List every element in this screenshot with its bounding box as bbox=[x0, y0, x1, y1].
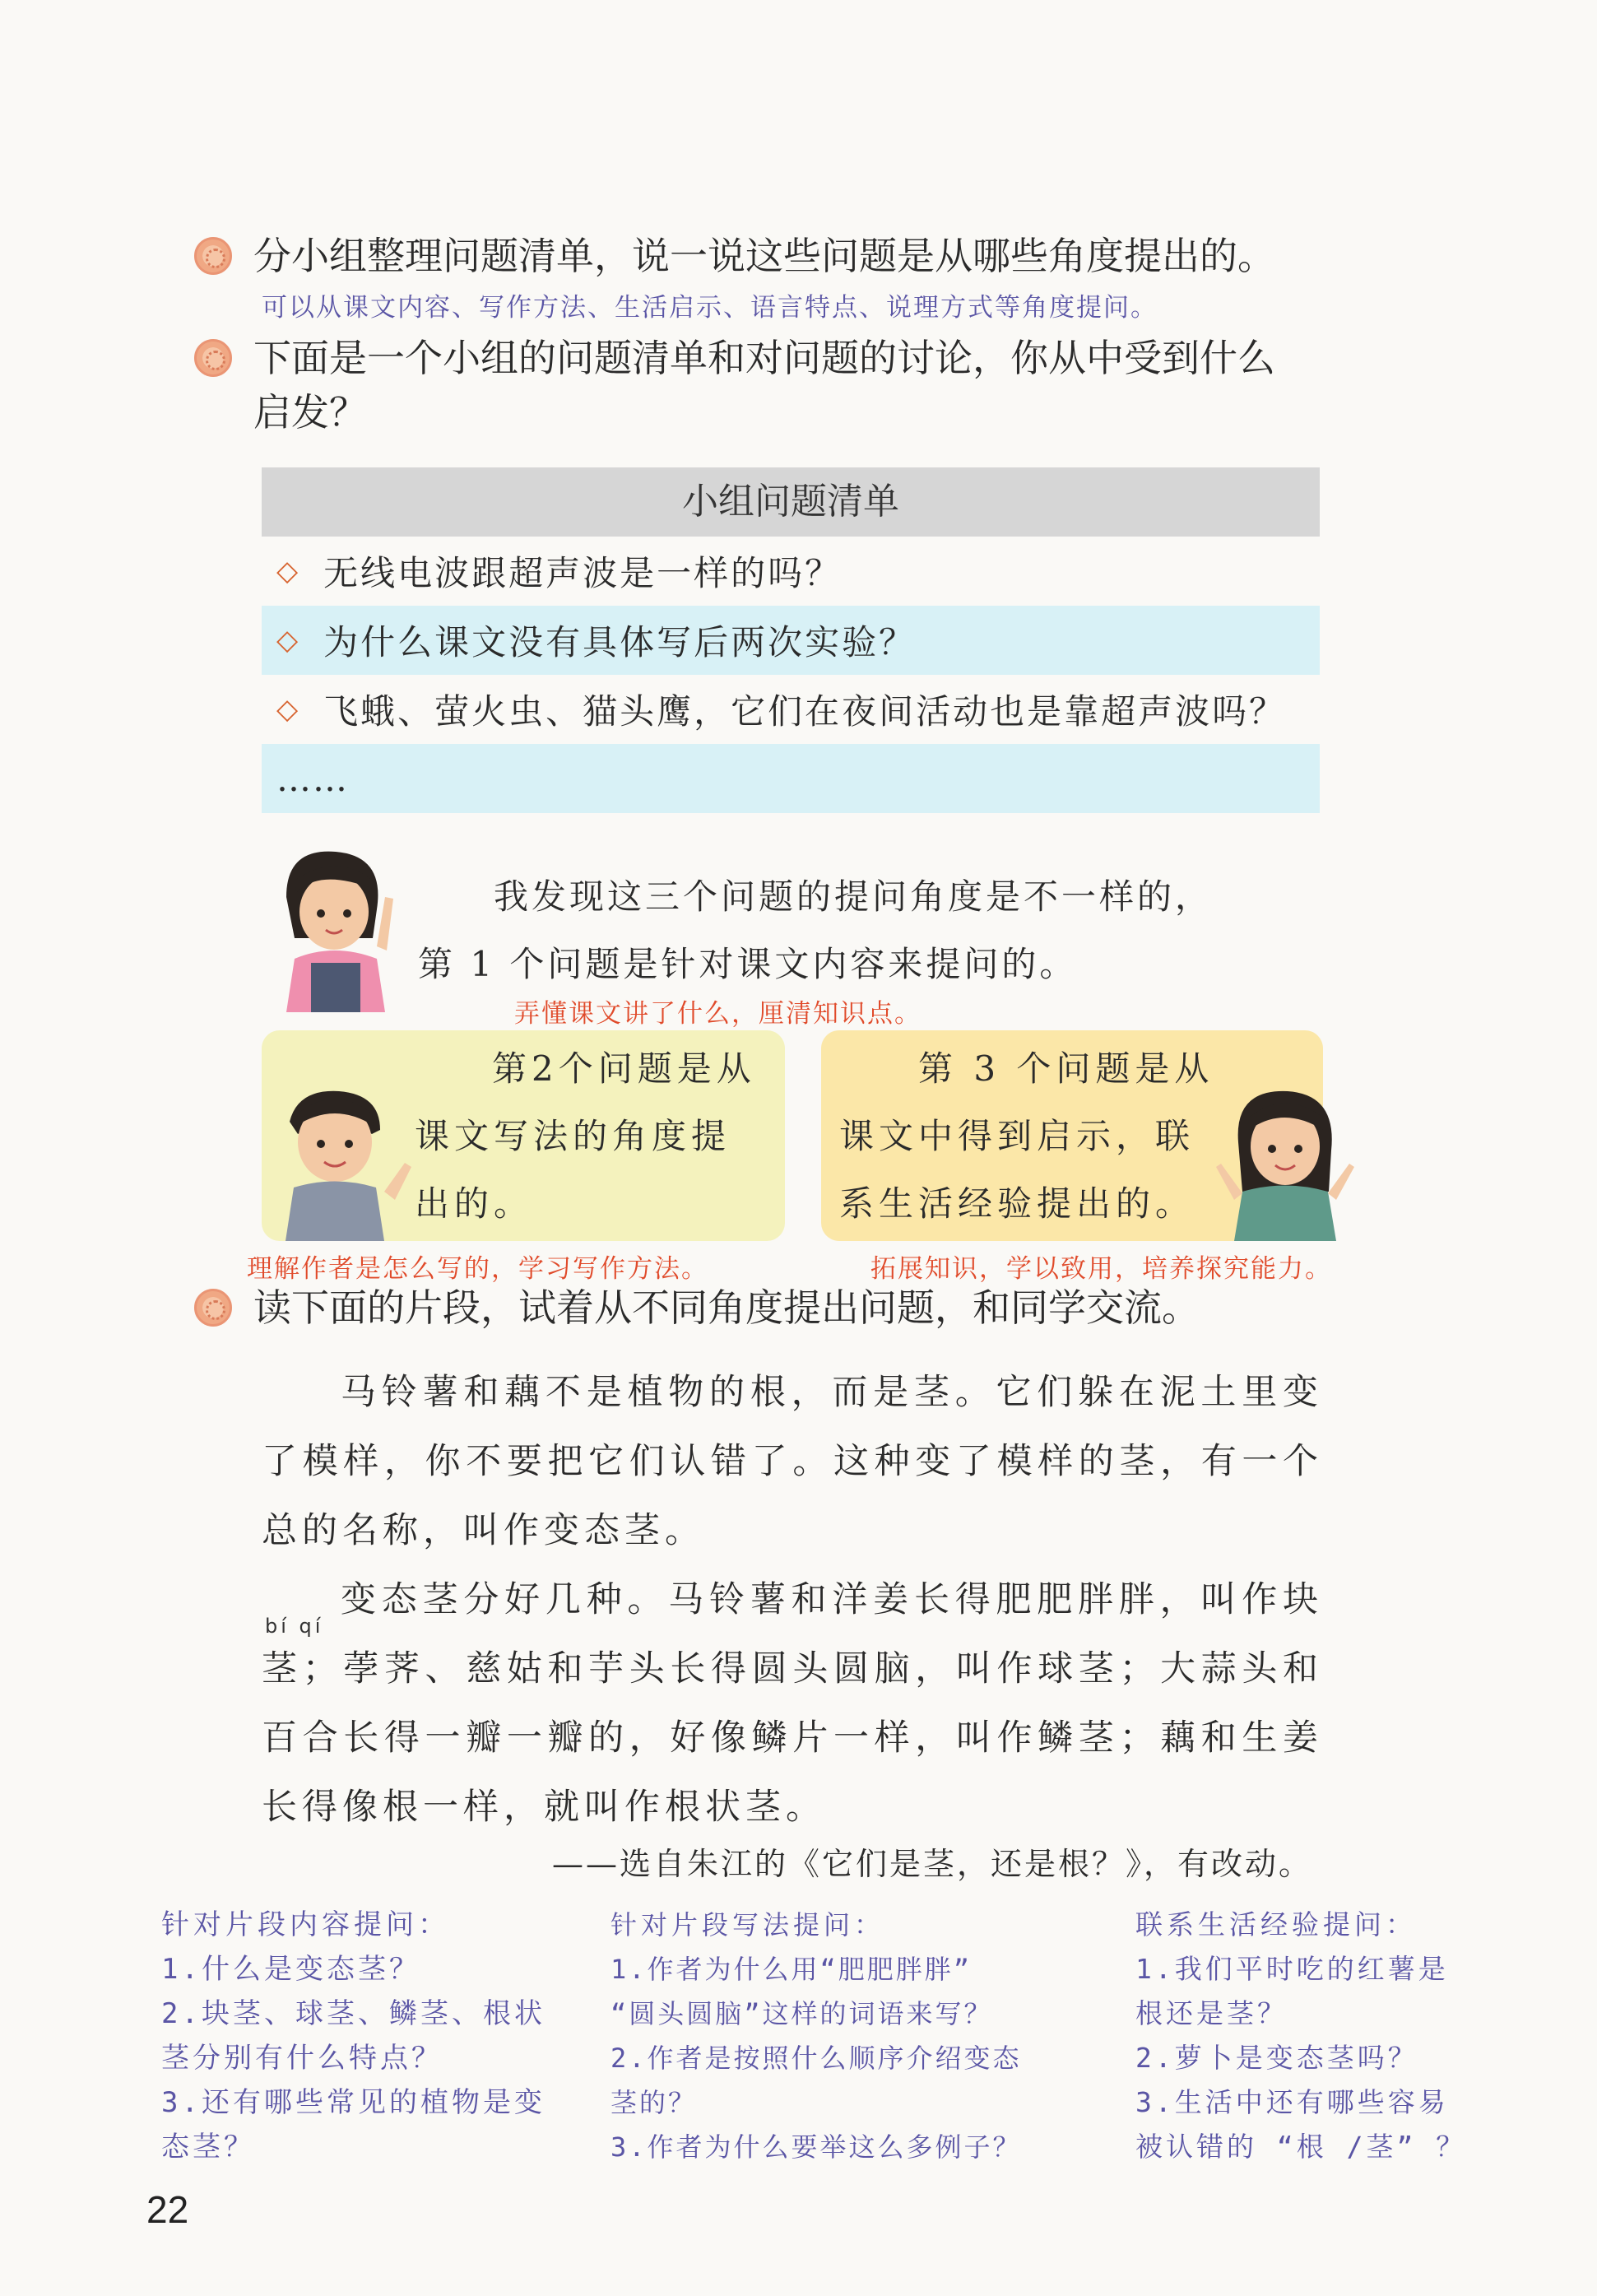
column-line: 1.什么是变态茎？ bbox=[161, 1953, 420, 1986]
girl-1-speech-line-1: 我发现这三个问题的提问角度是不一样的， bbox=[494, 876, 1214, 917]
list-item bbox=[262, 675, 1320, 744]
girl-2-speech-line-3: 系生活经验提出的。 bbox=[839, 1183, 1195, 1224]
column-line: 被认错的 “根 /茎” ？ bbox=[1135, 2131, 1467, 2163]
column-line: 3.作者为什么要举这么多例子？ bbox=[610, 2131, 1022, 2163]
column-title: 针对片段内容提问： bbox=[161, 1908, 450, 1941]
list-item bbox=[262, 606, 1320, 675]
girl-illustration bbox=[262, 848, 402, 1012]
boy-speech-line-3: 出的。 bbox=[415, 1183, 534, 1224]
list-item bbox=[262, 537, 1320, 606]
column-line: 3.还有哪些常见的植物是变 bbox=[161, 2086, 545, 2119]
pinyin-annotation: bí qí bbox=[265, 1615, 324, 1638]
question-column-content bbox=[161, 1903, 581, 2169]
girl-2-speech-line-1: 第 3 个问题是从 bbox=[918, 1048, 1214, 1089]
boy-illustration bbox=[265, 1085, 413, 1241]
task-1-text: 分小组整理问题清单，说一说这些问题是从哪些角度提出的。 bbox=[253, 234, 1275, 278]
diamond-icon: ◇ bbox=[276, 555, 301, 588]
column-line: 1.作者为什么用“肥肥胖胖” bbox=[610, 1954, 973, 1985]
task-2-line-2: 启发？ bbox=[253, 390, 367, 435]
column-line: 态茎？ bbox=[161, 2131, 255, 2164]
boy-speech-line-2: 课文写法的角度提 bbox=[415, 1116, 731, 1156]
column-line: 2.萝卜是变态茎吗？ bbox=[1135, 2042, 1418, 2074]
column-title: 针对片段写法提问： bbox=[610, 1909, 885, 1940]
girl-2-illustration bbox=[1209, 1085, 1358, 1241]
boy-speech-line-1: 第2个问题是从 bbox=[492, 1048, 756, 1089]
note-method: 理解作者是怎么写的，学习写作方法。 bbox=[247, 1254, 708, 1284]
list-item-text: 无线电波跟超声波是一样的吗？ bbox=[323, 553, 843, 593]
question-column-life bbox=[1135, 1903, 1514, 2169]
task-bullet-icon bbox=[194, 339, 232, 377]
column-title: 联系生活经验提问： bbox=[1135, 1908, 1417, 1940]
problem-list bbox=[262, 467, 1320, 813]
question-column-writing bbox=[610, 1903, 1088, 2169]
task-1-note: 可以从课文内容、写作方法、生活启示、语言特点、说理方式等角度提问。 bbox=[262, 293, 1158, 323]
girl-1-speech-line-2: 第 1 个问题是针对课文内容来提问的。 bbox=[418, 944, 1078, 984]
note-content: 弄懂课文讲了什么，厘清知识点。 bbox=[514, 999, 922, 1029]
column-line: 根还是茎？ bbox=[1135, 1997, 1288, 2029]
list-more-text: …… bbox=[276, 758, 349, 799]
column-line: 3.生活中还有哪些容易 bbox=[1135, 2086, 1449, 2118]
column-line: 2.作者是按照什么顺序介绍变态 bbox=[610, 2043, 1022, 2074]
list-item-more bbox=[262, 744, 1320, 813]
task-bullet-icon bbox=[194, 237, 232, 275]
note-extend: 拓展知识，学以致用，培养探究能力。 bbox=[870, 1254, 1332, 1284]
task-2-line-1: 下面是一个小组的问题清单和对问题的讨论，你从中受到什么 bbox=[253, 336, 1275, 380]
diamond-icon: ◇ bbox=[276, 624, 301, 657]
girl-2-speech-line-2: 课文中得到启示，联 bbox=[839, 1116, 1195, 1156]
diamond-icon: ◇ bbox=[276, 693, 301, 726]
column-line: 茎的？ bbox=[610, 2087, 698, 2118]
task-2-text bbox=[253, 331, 1275, 439]
column-line: 茎分别有什么特点？ bbox=[161, 2042, 443, 2075]
task-3-text: 读下面的片段，试着从不同角度提出问题，和同学交流。 bbox=[253, 1285, 1200, 1330]
passage-source: ——选自朱江的《它们是茎，还是根？》，有改动。 bbox=[551, 1846, 1312, 1882]
problem-list-title: 小组问题清单 bbox=[262, 467, 1320, 537]
list-item-text: 为什么课文没有具体写后两次实验？ bbox=[323, 622, 917, 662]
task-bullet-icon bbox=[194, 1289, 232, 1327]
column-line: 2.块茎、球茎、鳞茎、根状 bbox=[161, 1997, 545, 2030]
column-line: 1.我们平时吃的红薯是 bbox=[1135, 1953, 1449, 1985]
column-line: “圆头圆脑”这样的词语来写？ bbox=[610, 1998, 993, 2029]
task-2 bbox=[194, 331, 1275, 439]
list-item-text: 飞蛾、萤火虫、猫头鹰，它们在夜间活动也是靠超声波吗？ bbox=[323, 691, 1287, 732]
passage-paragraph-2: 变态茎分好几种。马铃薯和洋姜长得肥肥胖胖，叫作块茎；荸荠、慈姑和芋头长得圆头圆脑，叫作球茎；大蒜头和百合长得一瓣一瓣的，好像鳞片一样，叫作鳞茎；藕和生姜长得像根一样，就叫作根状茎。 bbox=[262, 1579, 1323, 1828]
task-3 bbox=[194, 1280, 1200, 1335]
passage-paragraph-1: 马铃薯和藕不是植物的根，而是茎。它们躲在泥土里变了模样，你不要把它们认错了。这种变了模样的茎，有一个总的名称，叫作变态茎。 bbox=[262, 1372, 1323, 1551]
page-number: 22 bbox=[146, 2188, 189, 2231]
task-1 bbox=[194, 229, 1275, 283]
